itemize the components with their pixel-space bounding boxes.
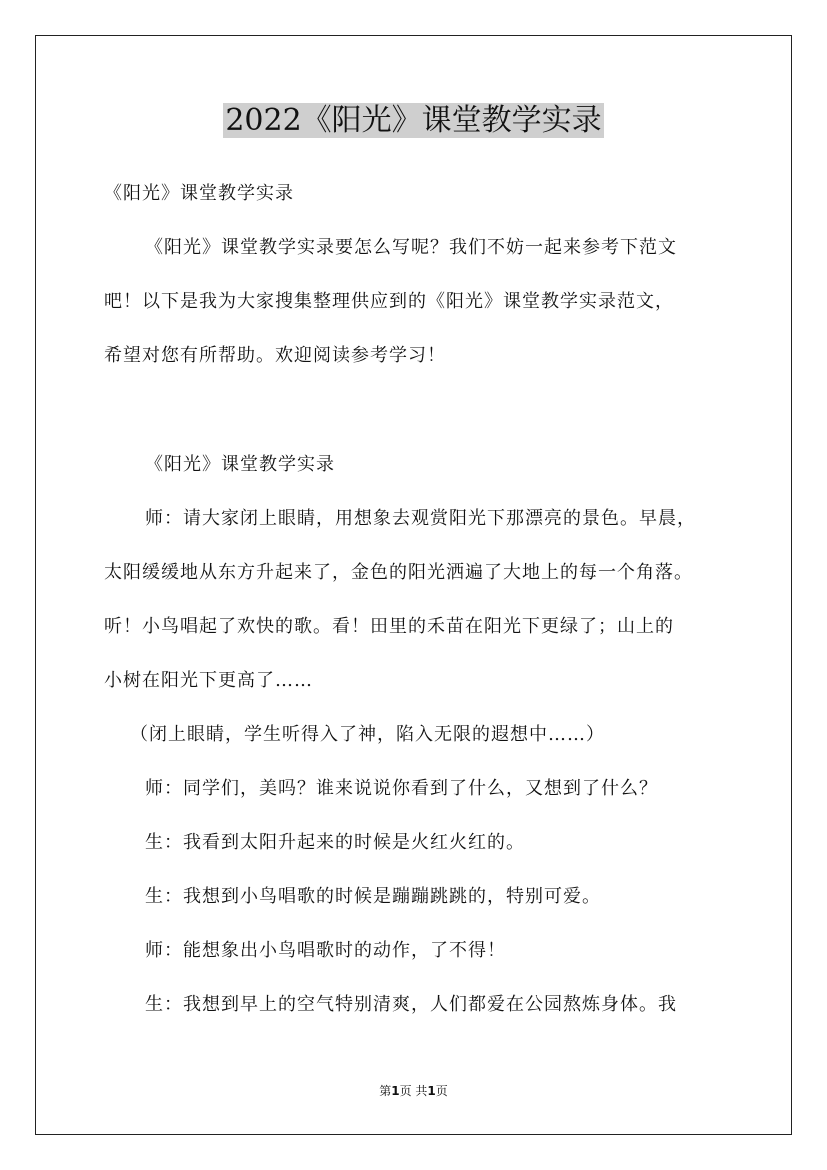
body-line-8: 生：我想到小鸟唱歌的时候是蹦蹦跳跳的，特别可爱。: [145, 886, 601, 907]
body-line-2: 太阳缓缓地从东方升起来了，金色的阳光洒遍了大地上的每一个角落。: [104, 562, 693, 583]
body-line-10: 生：我想到早上的空气特别清爽，人们都爱在公园熬炼身体。我: [145, 994, 677, 1015]
body-line-7: 生：我看到太阳升起来的时候是火红火红的。: [145, 832, 525, 853]
footer-page-number: 1: [391, 1084, 400, 1098]
body-line-4: 小树在阳光下更高了……: [104, 670, 313, 691]
body-line-3: 听！小鸟唱起了欢快的歌。看！田里的禾苗在阳光下更绿了；山上的: [104, 616, 674, 637]
section-heading: 《阳光》课堂教学实录: [145, 454, 335, 475]
page-footer: [0, 1083, 827, 1099]
footer-page-prefix: 第: [379, 1084, 392, 1098]
body-line-1: 师：请大家闭上眼睛，用想象去观赏阳光下那漂亮的景色。早晨，: [145, 508, 696, 529]
document-title-text: 2022《阳光》课堂教学实录: [225, 103, 602, 138]
footer-page-total-suffix: 页: [435, 1084, 448, 1098]
footer-page-total: 1: [427, 1084, 436, 1098]
document-title: [0, 100, 827, 142]
footer-page-suffix: 页 共: [399, 1084, 428, 1098]
body-line-9: 师：能想象出小鸟唱歌时的动作，了不得！: [145, 940, 506, 961]
subtitle-line: 《阳光》课堂教学实录: [104, 183, 294, 204]
intro-line-1: 《阳光》课堂教学实录要怎么写呢？我们不妨一起来参考下范文: [145, 237, 677, 258]
body-line-6: 师：同学们，美吗？谁来说说你看到了什么，又想到了什么？: [145, 778, 658, 799]
intro-line-2: 吧！以下是我为大家搜集整理供应到的《阳光》课堂教学实录范文，: [104, 291, 674, 312]
intro-line-3: 希望对您有所帮助。欢迎阅读参考学习！: [104, 345, 446, 366]
body-line-5: （闭上眼睛，学生听得入了神，陷入无限的遐想中……）: [130, 724, 605, 745]
